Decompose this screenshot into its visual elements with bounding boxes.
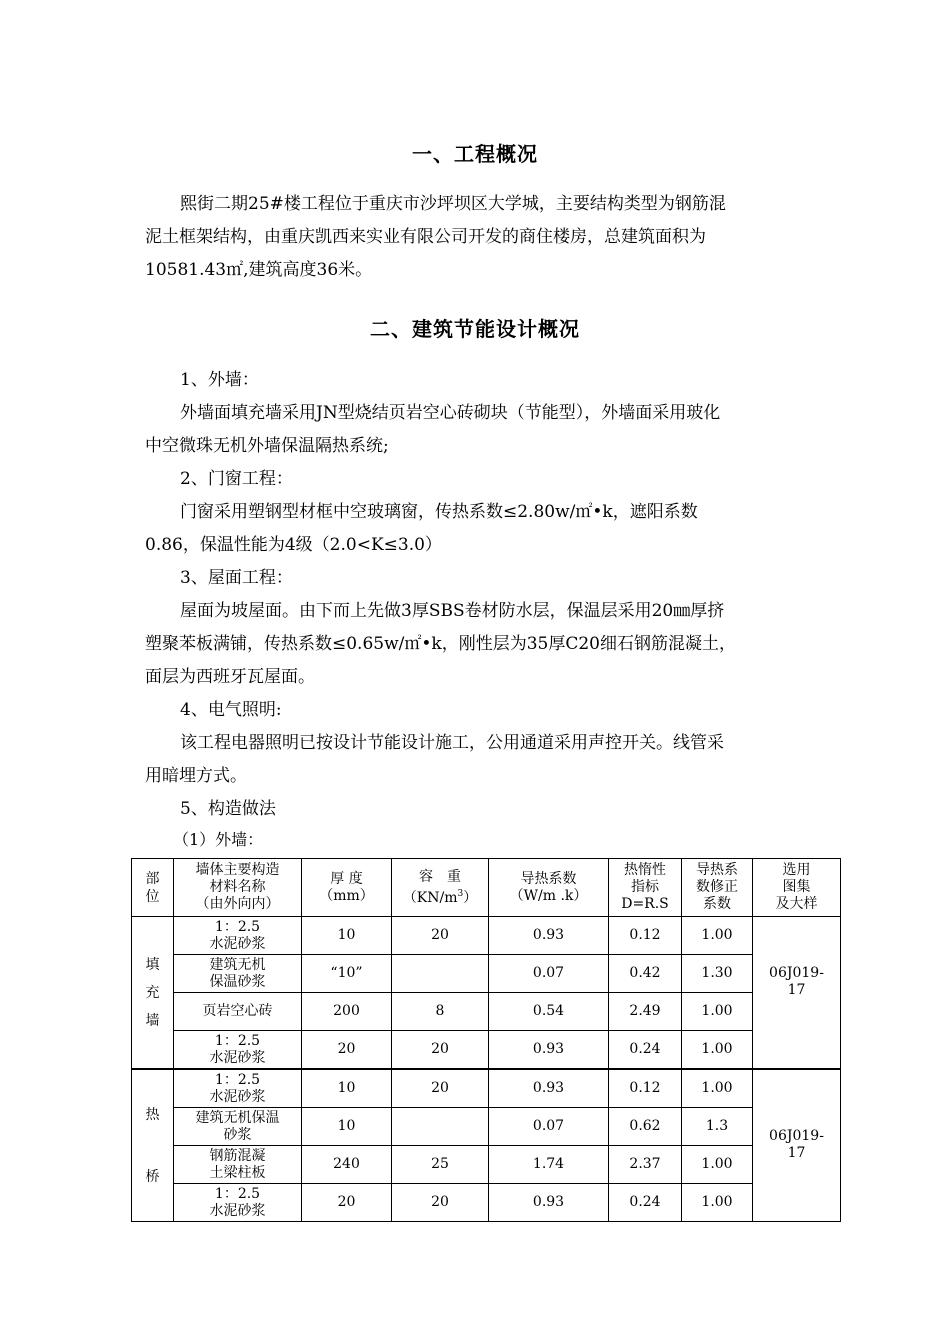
conductivity-cell: 1.74: [489, 1146, 609, 1184]
density-cell: 20: [392, 1069, 489, 1108]
header-atlas: 选用 图集 及大样: [753, 859, 841, 917]
inertia-cell: 2.37: [609, 1146, 682, 1184]
paragraph-line: 屋面为坡屋面。由下而上先做3厚SBS卷材防水层，保温层采用20㎜厚挤: [180, 601, 725, 621]
item4-title: 4、电气照明:: [180, 700, 282, 720]
correction-cell: 1.00: [682, 1184, 753, 1222]
header-material: 墙体主要构造 材料名称 （由外向内）: [174, 859, 302, 917]
material-cell: 1：2.5 水泥砂浆: [174, 1031, 302, 1070]
conductivity-cell: 0.93: [489, 917, 609, 955]
thickness-cell: 20: [302, 1184, 392, 1222]
item2-title: 2、门窗工程：: [180, 469, 293, 489]
thickness-cell: “10”: [302, 955, 392, 993]
conductivity-cell: 0.93: [489, 1069, 609, 1108]
paragraph-line: 用暗埋方式。: [145, 766, 247, 786]
section2-title: 二、建筑节能设计概况: [370, 317, 580, 341]
correction-cell: 1.00: [682, 993, 753, 1031]
area-value: 10581.43㎡: [145, 260, 244, 280]
table-row: [132, 1031, 841, 1070]
wall-construction-table: [131, 858, 841, 1222]
header-density: 容 重 $(KN/m^3)$: [392, 859, 489, 917]
conductivity-cell: 0.54: [489, 993, 609, 1031]
inertia-cell: 0.24: [609, 1184, 682, 1222]
item1-title: 1、外墙：: [180, 370, 259, 390]
header-thickness: 厚 度 （mm）: [302, 859, 392, 917]
inertia-cell: 0.12: [609, 917, 682, 955]
header-part: 部位: [132, 859, 174, 917]
thickness-cell: 240: [302, 1146, 392, 1184]
header-conductivity: 导热系数 （W/m .k）: [489, 859, 609, 917]
atlas-cell: 06J019- 17: [753, 917, 841, 1070]
correction-cell: 1.00: [682, 917, 753, 955]
density-cell: 20: [392, 1184, 489, 1222]
inertia-cell: 0.62: [609, 1108, 682, 1146]
paragraph-line: 该工程电器照明已按设计节能设计施工，公用通道采用声控开关。线管采: [180, 733, 724, 753]
thickness-cell: 10: [302, 1069, 392, 1108]
correction-cell: 1.3: [682, 1108, 753, 1146]
thickness-cell: 10: [302, 917, 392, 955]
table-header-row: [132, 859, 841, 917]
section2-body: [145, 364, 825, 854]
density-cell: 8: [392, 993, 489, 1031]
material-cell: 钢筋混凝 土梁柱板: [174, 1146, 302, 1184]
conductivity-cell: 0.93: [489, 1184, 609, 1222]
area-rest: ,建筑高度36米。: [243, 260, 373, 280]
table-row: [132, 1146, 841, 1184]
correction-cell: 1.30: [682, 955, 753, 993]
item5-title: 5、构造做法: [180, 799, 276, 819]
material-cell: 1：2.5 水泥砂浆: [174, 1184, 302, 1222]
header-correction: 导热系 数修正 系数: [682, 859, 753, 917]
table-row: [132, 1069, 841, 1108]
paragraph-line: [145, 254, 825, 287]
inertia-cell: 0.42: [609, 955, 682, 993]
conductivity-cell: 0.07: [489, 955, 609, 993]
paragraph-line: 面层为西班牙瓦屋面。: [145, 667, 315, 687]
section1-title: 一、工程概况: [412, 142, 538, 166]
thickness-cell: 10: [302, 1108, 392, 1146]
paragraph-line: 门窗采用塑钢型材框中空玻璃窗，传热系数≤2.80w/㎡•k，遮阳系数: [180, 502, 698, 522]
table-row: [132, 993, 841, 1031]
table-row: [132, 917, 841, 955]
density-cell: [392, 955, 489, 993]
paragraph-line: 0.86，保温性能为4级（2.0<K≤3.0）: [145, 535, 442, 555]
header-inertia: 热惰性 指标 D=R.S: [609, 859, 682, 917]
material-cell: 页岩空心砖: [174, 993, 302, 1031]
density-cell: 20: [392, 917, 489, 955]
table-row: [132, 1184, 841, 1222]
thickness-cell: 20: [302, 1031, 392, 1070]
paragraph-line: 熙街二期25#楼工程位于重庆市沙坪坝区大学城，主要结构类型为钢筋混: [180, 194, 726, 214]
inertia-cell: 0.24: [609, 1031, 682, 1070]
material-cell: 1：2.5 水泥砂浆: [174, 1069, 302, 1108]
correction-cell: 1.00: [682, 1031, 753, 1070]
item5-subtitle: （1）外墙：: [173, 830, 264, 849]
material-cell: 1：2.5 水泥砂浆: [174, 917, 302, 955]
inertia-cell: 0.12: [609, 1069, 682, 1108]
conductivity-cell: 0.07: [489, 1108, 609, 1146]
thickness-cell: 200: [302, 993, 392, 1031]
item3-title: 3、屋面工程：: [180, 568, 293, 588]
atlas-cell: 06J019- 17: [753, 1069, 841, 1222]
conductivity-cell: 0.93: [489, 1031, 609, 1070]
density-cell: [392, 1108, 489, 1146]
paragraph-line: 塑聚苯板满铺，传热系数≤0.65w/㎡•k，刚性层为35厚C20细石钢筋混凝土，: [145, 634, 736, 654]
material-cell: 建筑无机保温 砂浆: [174, 1108, 302, 1146]
table-row: [132, 955, 841, 993]
paragraph-line: 中空微珠无机外墙保温隔热系统;: [145, 436, 389, 456]
paragraph-line: 泥土框架结构，由重庆凯西来实业有限公司开发的商住楼房，总建筑面积为: [145, 227, 706, 247]
part-cell-thermal-bridge: 热 桥: [132, 1069, 174, 1222]
correction-cell: 1.00: [682, 1069, 753, 1108]
paragraph-line: 外墙面填充墙采用JN型烧结页岩空心砖砌块（节能型），外墙面采用玻化: [180, 403, 721, 423]
section1-paragraph: [145, 188, 825, 287]
table-row: [132, 1108, 841, 1146]
part-cell-infill-wall: 填 充 墙: [132, 917, 174, 1070]
material-cell: 建筑无机 保温砂浆: [174, 955, 302, 993]
inertia-cell: 2.49: [609, 993, 682, 1031]
density-cell: 25: [392, 1146, 489, 1184]
correction-cell: 1.00: [682, 1146, 753, 1184]
density-cell: 20: [392, 1031, 489, 1070]
